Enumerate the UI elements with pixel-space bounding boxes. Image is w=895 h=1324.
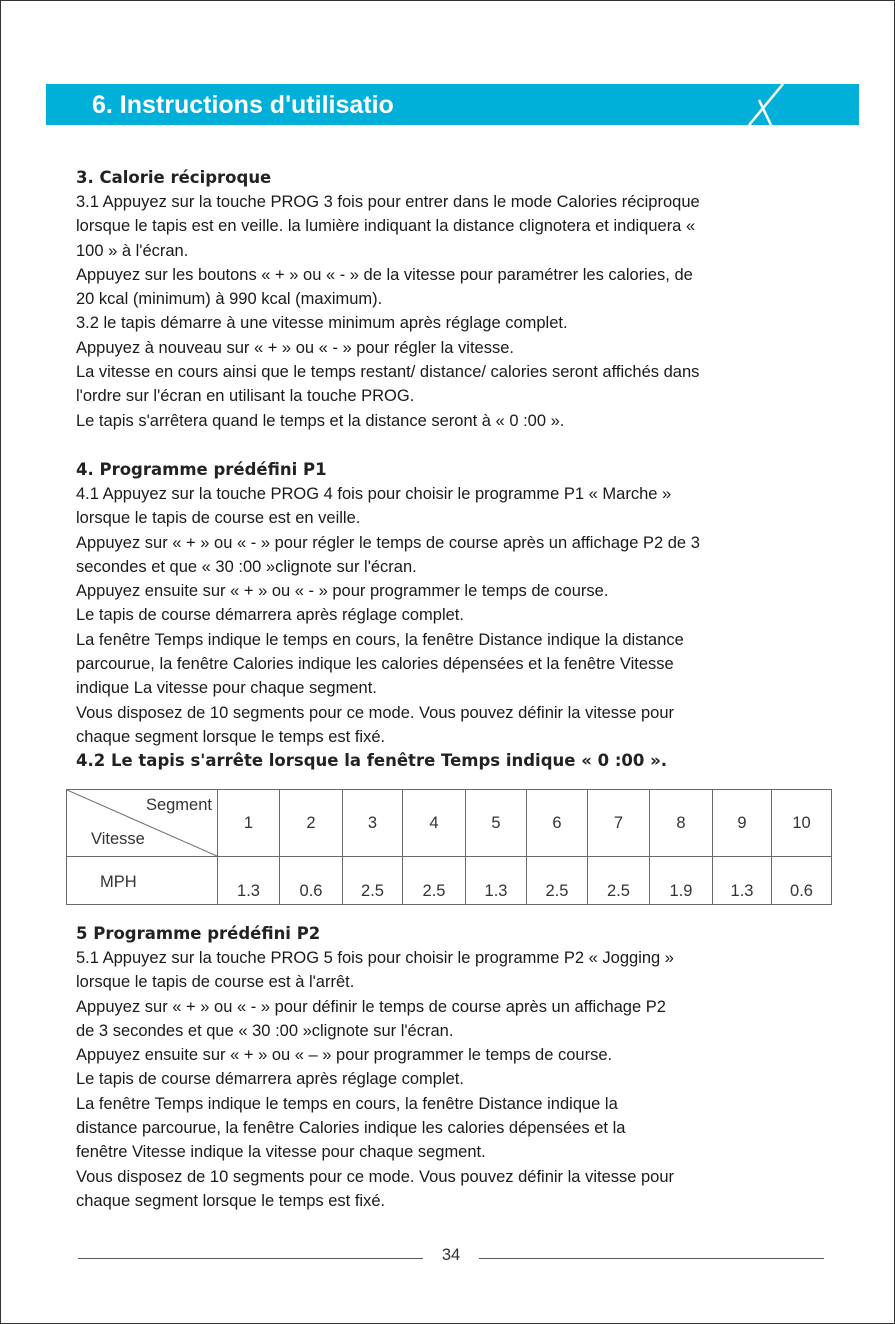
segment-cell: 4 xyxy=(403,790,466,857)
speed-cell: 1.3 xyxy=(713,857,772,905)
segment-label: Segment xyxy=(145,796,212,814)
segment-cell: 8 xyxy=(650,790,713,857)
text-line: Le tapis s'arrêtera quand le temps et la distance seront à « 0 :00 ». xyxy=(76,411,565,430)
footer-rule-left xyxy=(78,1258,423,1259)
speed-cell: 1.3 xyxy=(218,857,280,905)
speed-label: Vitesse xyxy=(91,830,145,848)
text-line: distance parcourue, la fenêtre Calories indique les calories dépensées et la xyxy=(76,1119,626,1138)
speed-cell: 1.3 xyxy=(466,857,527,905)
text-line: Vous disposez de 10 segments pour ce mode. Vous pouvez définir la vitesse pour xyxy=(76,703,675,722)
text-line: Le tapis de course démarrera après réglage complet. xyxy=(76,606,464,625)
page-number: 34 xyxy=(441,1246,461,1264)
segment-cell: 1 xyxy=(218,790,280,857)
section-title: 6. Instructions d'utilisatio xyxy=(92,91,394,119)
text-line: secondes et que « 30 :00 »clignote sur l'écran. xyxy=(76,557,417,576)
text-line: Appuyez ensuite sur « + » ou « – » pour programmer le temps de course. xyxy=(76,1046,613,1065)
text-line: Appuyez sur les boutons « + » ou « - » de la vitesse pour paramétrer les calories, de xyxy=(76,265,693,284)
segment-cell: 5 xyxy=(466,790,527,857)
section-program-p1 xyxy=(76,458,700,773)
mph-label: MPH xyxy=(67,857,218,905)
text-line: 3.2 le tapis démarre à une vitesse minimum après réglage complet. xyxy=(76,314,568,333)
section-program-p2 xyxy=(76,922,674,1213)
text-line: de 3 secondes et que « 30 :00 »clignote sur l'écran. xyxy=(76,1021,454,1040)
table-corner-cell xyxy=(67,790,218,857)
slash-mark-icon xyxy=(741,84,801,125)
speed-cell: 2.5 xyxy=(588,857,650,905)
text-line: 20 kcal (minimum) à 990 kcal (maximum). xyxy=(76,290,383,309)
text-line: lorsque le tapis de course est à l'arrêt. xyxy=(76,973,355,992)
speed-table xyxy=(66,789,832,905)
section-calorie xyxy=(76,166,838,433)
section-heading: 4. Programme prédéfini P1 xyxy=(76,460,327,479)
text-line: fenêtre Vitesse indique la vitesse pour chaque segment. xyxy=(76,1143,486,1162)
text-line: 100 » à l'écran. xyxy=(76,241,189,260)
speed-cell: 2.5 xyxy=(527,857,588,905)
speed-cell: 2.5 xyxy=(403,857,466,905)
stop-note: 4.2 Le tapis s'arrête lorsque la fenêtre Temps indique « 0 :00 ». xyxy=(76,751,668,771)
speed-cell: 0.6 xyxy=(280,857,343,905)
text-line: 3.1 Appuyez sur la touche PROG 3 fois pour entrer dans le mode Calories réciproque xyxy=(76,193,700,211)
segment-cell: 10 xyxy=(772,790,832,857)
footer-rule-right xyxy=(479,1258,824,1259)
text-line: l'ordre sur l'écran en utilisant la touche PROG. xyxy=(76,387,415,406)
text-line: chaque segment lorsque le temps est fixé. xyxy=(76,727,386,746)
section-heading: 3. Calorie réciproque xyxy=(76,168,272,187)
speed-cell: 0.6 xyxy=(772,857,832,905)
text-line: Appuyez sur « + » ou « - » pour définir le temps de course après un affichage P2 xyxy=(76,997,666,1016)
segment-cell: 3 xyxy=(343,790,403,857)
text-line: Appuyez ensuite sur « + » ou « - » pour programmer le temps de course. xyxy=(76,582,609,601)
table-row-segments xyxy=(67,790,832,857)
segment-cell: 9 xyxy=(713,790,772,857)
text-line: La fenêtre Temps indique le temps en cours, la fenêtre Distance indique la distance xyxy=(76,630,684,649)
text-line: Appuyez sur « + » ou « - » pour régler le temps de course après un affichage P2 de 3 xyxy=(76,533,700,552)
text-line: 4.1 Appuyez sur la touche PROG 4 fois pour choisir le programme P1 « Marche » xyxy=(76,485,672,503)
segment-cell: 6 xyxy=(527,790,588,857)
text-line: Vous disposez de 10 segments pour ce mode. Vous pouvez définir la vitesse pour xyxy=(76,1167,675,1186)
text-line: Appuyez à nouveau sur « + » ou « - » pour régler la vitesse. xyxy=(76,338,514,357)
table-row-speeds xyxy=(67,857,832,905)
section-header-bar xyxy=(46,84,859,125)
segment-cell: 7 xyxy=(588,790,650,857)
text-line: chaque segment lorsque le temps est fixé. xyxy=(76,1191,386,1210)
text-line: indique La vitesse pour chaque segment. xyxy=(76,679,377,698)
text-line: lorsque le tapis est en veille. la lumière indiquant la distance clignotera et indiquera « xyxy=(76,217,696,236)
speed-cell: 1.9 xyxy=(650,857,713,905)
text-line: parcourue, la fenêtre Calories indique les calories dépensées et la fenêtre Vitesse xyxy=(76,655,674,674)
section-heading: 5 Programme prédéfini P2 xyxy=(76,924,321,943)
segment-cell: 2 xyxy=(280,790,343,857)
speed-cell: 2.5 xyxy=(343,857,403,905)
text-line: La fenêtre Temps indique le temps en cours, la fenêtre Distance indique la xyxy=(76,1094,618,1113)
text-line: 5.1 Appuyez sur la touche PROG 5 fois pour choisir le programme P2 « Jogging » xyxy=(76,949,674,967)
text-line: La vitesse en cours ainsi que le temps restant/ distance/ calories seront affichés dans xyxy=(76,363,700,382)
text-line: Le tapis de course démarrera après réglage complet. xyxy=(76,1070,464,1089)
text-line: lorsque le tapis de course est en veille. xyxy=(76,509,361,528)
